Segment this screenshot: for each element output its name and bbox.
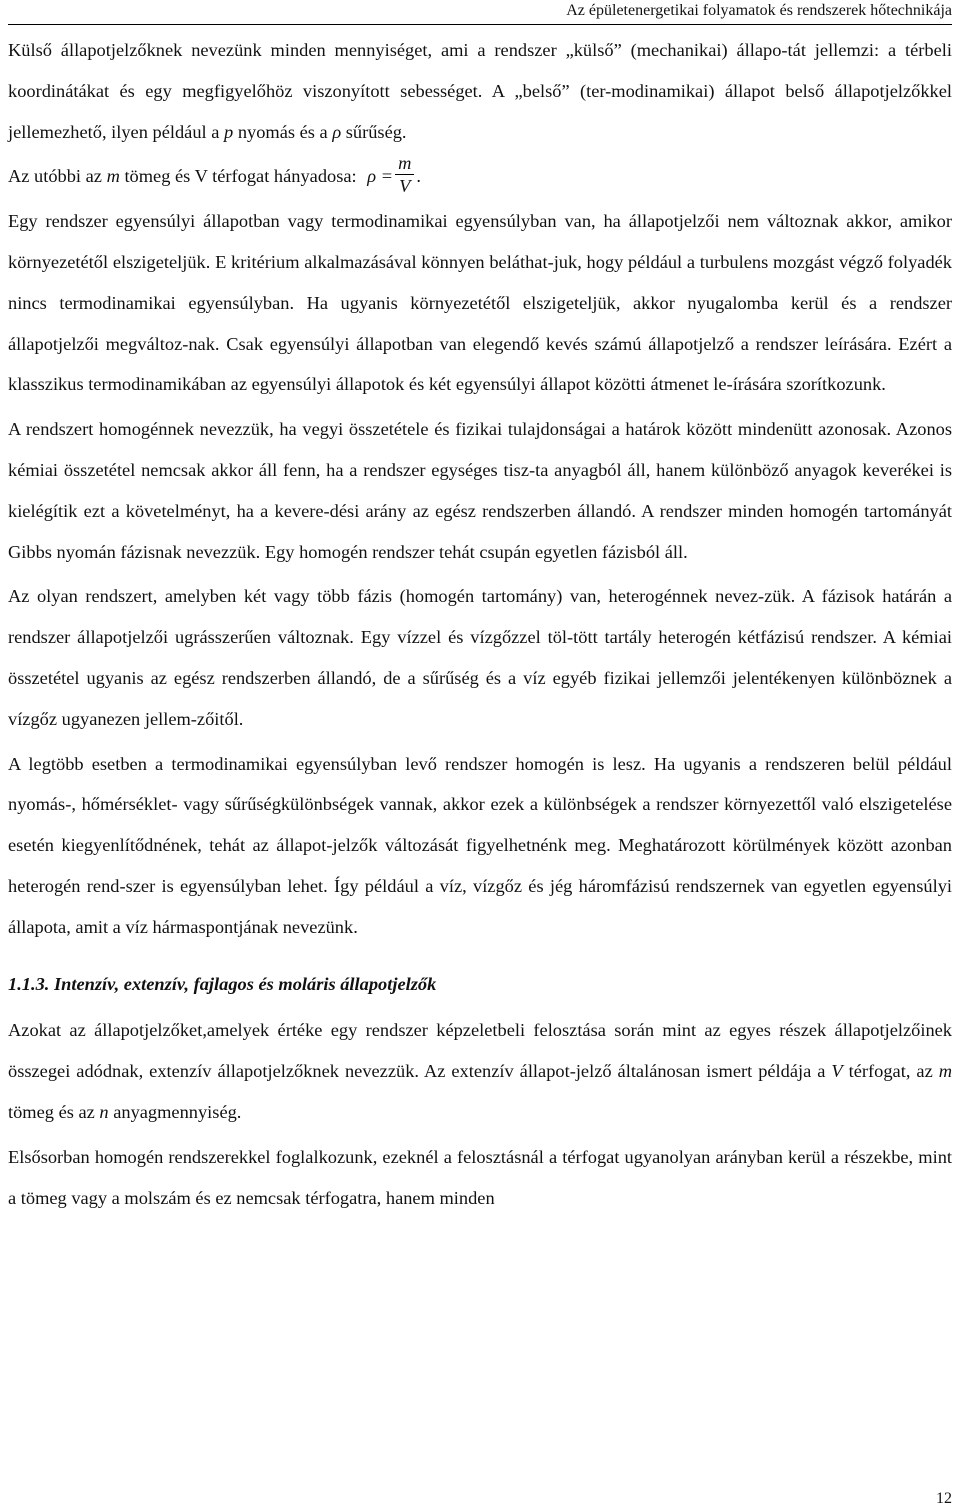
paragraph-homogeneous: A rendszert homogénnek nevezzük, ha vegyi összetétele és fizikai tulajdonságai a határok között mindenütt azonosak. Azonos kémiai összetétel nemcsak akkor áll fenn, ha a rendszer egységes tisz-ta anyagból áll, hanem különböző anyagok keverékei is kielégítik ezt a követelményt, ha a kevere-dési arány az egész rendszerben állandó. A rendszer minden homogén tartományát Gibbs nyomán fázisnak nevezzük. Egy homogén rendszer tehát csupán egyetlen fázisból áll. xyxy=(8,419,952,562)
page-number: 12 xyxy=(936,1490,952,1507)
header-title: Az épületenergetikai folyamatok és rendszerek hőtechnikája xyxy=(566,2,952,19)
paragraph-equilibrium: Egy rendszer egyensúlyi állapotban vagy termodinamikai egyensúlyban van, ha állapotjelzői nem változnak akkor, amikor környezetétől elszigeteljük. E kritérium alkalmazásával könnyen beláthat-juk, hogy például a turbulens mozgást végző folyadék nincs termodinamikai egyensúlyban. Ha ugyanis környezetétől elszigeteljük, akkor nyugalomba kerül és a rendszer állapotjelzői megváltoz-nak. Csak egyensúlyi állapotban van elegendő kevés számú állapotjelző a rendszer leírására. Ezért a klasszikus termodinamikában az egyensúlyi állapotok és két egyensúlyi állapot közötti átmenet le-írására szorítkozunk. xyxy=(8,211,952,395)
text-run: térfogat, az xyxy=(842,1061,939,1082)
formula-lhs: ρ = xyxy=(367,166,394,187)
variable-v: V xyxy=(831,1061,843,1082)
text-run: nyomás és a xyxy=(233,121,333,142)
paragraph-external-state xyxy=(8,30,952,152)
variable-p: p xyxy=(224,121,234,142)
text-run: sűrűség. xyxy=(341,121,407,142)
section-heading: 1.1.3. Intenzív, extenzív, fajlagos és moláris állapotjelzők xyxy=(8,973,437,994)
text-run: tömeg és V térfogat hányadosa: xyxy=(119,166,362,187)
paragraph-heterogeneous: Az olyan rendszert, amelyben két vagy több fázis (homogén tartomány) van, heterogénnek nevez-zük. A fázisok határán a rendszer állapotjelzői ugrásszerűen változnak. Egy vízzel és vízgőzzel töl-tött tartály heterogén kétfázisú rendszer. A kémiai összetétel ugyanis az egész rendszerben állandó, de a sűrűség és a víz egyéb fizikai jellemzői jelentékenyen különböznek a vízgőz ugyanezen jellem-zőitől. xyxy=(8,586,952,729)
text-run: tömeg és az xyxy=(8,1101,100,1122)
formula-period: . xyxy=(416,166,421,187)
density-formula-line xyxy=(8,153,952,197)
text-run: Az utóbbi az xyxy=(8,166,107,187)
variable-m: m xyxy=(938,1061,952,1082)
fraction-denominator: V xyxy=(399,176,411,197)
paragraph-equilibrium-homogeneity: A legtöbb esetben a termodinamikai egyensúlyban levő rendszer homogén is lesz. Ha ugyanis a rendszeren belül például nyomás-, hőmérséklet- vagy sűrűségkülönbségek vannak, akkor ezek a különbségek a rendszer környezettől való elszigetelése esetén kiegyenlítődnének, tehát az állapot-jelzők változását figyelhetnénk meg. Meghatározott körülmények között azonban heterogén rend-szer is egyensúlyban lehet. Így például a víz, vízgőz és jég háromfázisú rendszernek van egyetlen egyensúlyi állapota, amit a víz hármaspontjának nevezünk. xyxy=(8,753,952,937)
fraction-numerator: m xyxy=(395,152,414,175)
variable-m: m xyxy=(106,166,120,187)
page-body xyxy=(8,30,952,1222)
fraction-m-over-v xyxy=(395,152,414,197)
running-header xyxy=(8,0,952,25)
variable-n: n xyxy=(99,1101,109,1122)
text-run: Azokat az állapotjelzőket,amelyek értéke egy rendszer képzeletbeli felosztása során mint az egyes részek állapotjelzőinek összegei adódnak, extenzív állapotjelzőknek nevezzük. Az extenzív állapot-jelző általánosan ismert példája a xyxy=(8,1020,952,1082)
variable-rho: ρ xyxy=(332,121,342,142)
text-run: anyagmennyiség. xyxy=(108,1101,242,1122)
paragraph-homogeneous-division: Elsősorban homogén rendszerekkel foglalkozunk, ezeknél a felosztásnál a térfogat ugyanolyan arányban kerül a részekbe, mint a tömeg vagy a molszám és ez nemcsak térfogatra, hanem minden xyxy=(8,1146,952,1208)
text-run: Külső állapotjelzőknek nevezünk minden mennyiséget, ami a rendszer „külső” (mechanikai) állapo-tát jellemzi: a térbeli koordinátákat és egy megfigyelőhöz viszonyított sebességet. A „belső” (ter-modinamikai) állapot belső állapotjelzőkkel jellemezhető, ilyen például a xyxy=(8,40,952,142)
paragraph-extensive xyxy=(8,1010,952,1132)
